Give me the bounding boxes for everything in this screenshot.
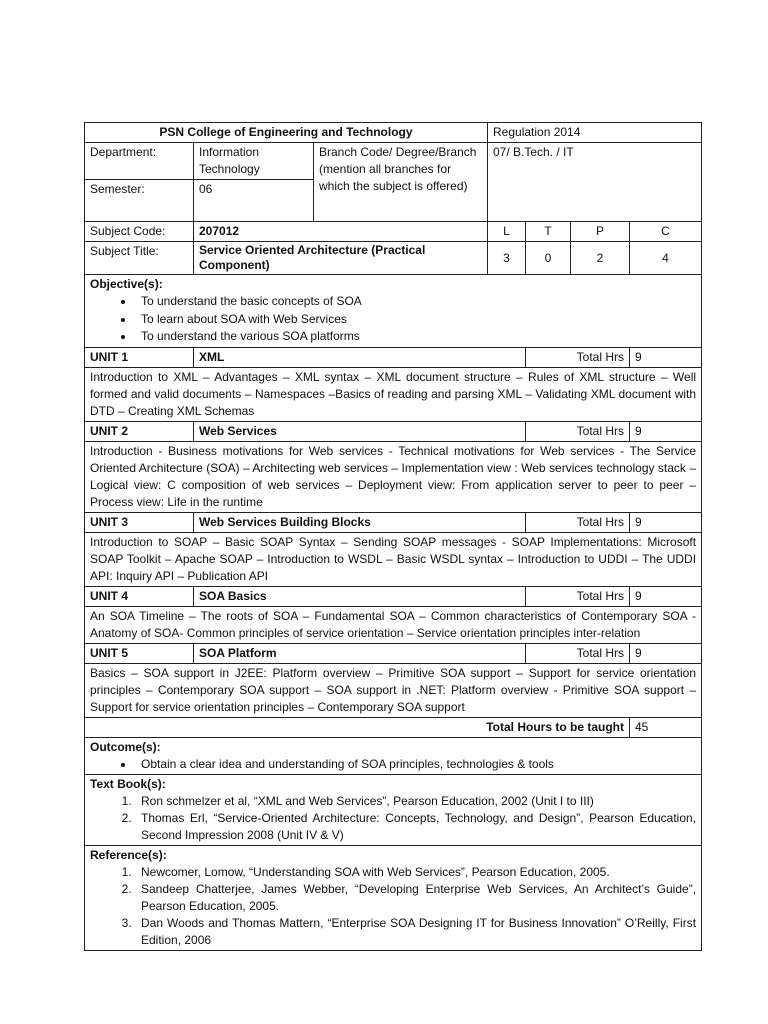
unit-3-total-hrs-label: Total Hrs: [526, 512, 630, 532]
unit-2-total-hrs-label: Total Hrs: [526, 421, 630, 441]
reference-item: 2. Sandeep Chatterjee, James Webber, “Developing Enterprise Web Services, An Architect’s Guide”, Pearson Education, 2005.: [135, 881, 696, 915]
total-hours-label: Total Hours to be taught: [85, 717, 630, 737]
objective-item: • To understand the basic concepts of SOA: [135, 293, 696, 311]
branch-code-note: (mention all branches for which the subject is offered): [319, 162, 468, 193]
outcomes-title: Outcome(s):: [90, 739, 161, 754]
unit-4-label: UNIT 4: [85, 586, 194, 606]
unit-3-content: Introduction to SOAP – Basic SOAP Syntax – Sending SOAP messages - SOAP Implementations: Microsoft SOAP Toolkit – Apache SOAP – Introduction to WSDL – Basic WSDL syntax – Introduction to UDDI – The UDDI API: Inquiry API – Publication API: [85, 532, 702, 586]
ltpc-value-l: 3: [488, 242, 526, 275]
unit-5-title: SOA Platform: [194, 643, 526, 663]
unit-4-content: An SOA Timeline – The roots of SOA – Fundamental SOA – Common characteristics of Contemporary SOA - Anatomy of SOA- Common principles of service orientation – Service orientation principles inter-relation: [85, 606, 702, 643]
department-value: Information Technology: [194, 143, 314, 180]
text-books-title: Text Book(s):: [90, 777, 166, 791]
unit-1-content: Introduction to XML – Advantages – XML syntax – XML document structure – Rules of XML structure – Well formed and valid documents – Namespaces –Basics of reading and parsing XML – Validating XML document with DTD – Creating XML Schemas: [85, 367, 702, 421]
unit-1-title: XML: [194, 347, 526, 367]
unit-5-hrs: 9: [630, 643, 702, 663]
unit-5-label: UNIT 5: [85, 643, 194, 663]
subject-code-value: 207012: [194, 222, 488, 242]
syllabus-table: [84, 122, 702, 951]
ltpc-header-c: C: [630, 222, 702, 242]
unit-4-hrs: 9: [630, 586, 702, 606]
unit-5-content: Basics – SOA support in J2EE: Platform overview – Primitive SOA support – Support for service orientation principles – Contemporary SOA support – SOA support in .NET: Platform overview - Primitive SOA support – Support for service orientation principles – Contemporary SOA support: [85, 663, 702, 717]
ltpc-header-l: L: [488, 222, 526, 242]
regulation: Regulation 2014: [488, 123, 702, 143]
objective-item: • To learn about SOA with Web Services: [135, 311, 696, 329]
objectives-section: [85, 275, 702, 348]
outcomes-section: [85, 737, 702, 775]
college-name: PSN College of Engineering and Technology: [85, 123, 488, 143]
total-hours-value: 45: [630, 717, 702, 737]
semester-label: Semester:: [85, 180, 194, 222]
references-title: Reference(s):: [90, 848, 167, 862]
objectives-title: Objective(s):: [90, 277, 163, 291]
unit-4-total-hrs-label: Total Hrs: [526, 586, 630, 606]
unit-3-hrs: 9: [630, 512, 702, 532]
branch-code-label: Branch Code/ Degree/Branch: [319, 145, 477, 159]
unit-1-label: UNIT 1: [85, 347, 194, 367]
unit-2-hrs: 9: [630, 421, 702, 441]
subject-code-label: Subject Code:: [85, 222, 194, 242]
unit-4-title: SOA Basics: [194, 586, 526, 606]
ltpc-header-t: T: [526, 222, 571, 242]
ltpc-value-c: 4: [630, 242, 702, 275]
department-label: Department:: [85, 143, 194, 180]
branch-value: 07/ B.Tech. / IT: [488, 143, 702, 222]
ltpc-header-p: P: [571, 222, 630, 242]
unit-1-total-hrs-label: Total Hrs: [526, 347, 630, 367]
text-book-item: 1. Ron schmelzer et al, “XML and Web Services”, Pearson Education, 2002 (Unit I to III): [135, 793, 696, 810]
unit-1-hrs: 9: [630, 347, 702, 367]
subject-title-value: Service Oriented Architecture (Practical Component): [194, 242, 488, 275]
unit-2-title: Web Services: [194, 421, 526, 441]
unit-3-label: UNIT 3: [85, 512, 194, 532]
references-section: [85, 846, 702, 951]
unit-2-label: UNIT 2: [85, 421, 194, 441]
unit-3-title: Web Services Building Blocks: [194, 512, 526, 532]
objective-item: • To understand the various SOA platforms: [135, 328, 696, 346]
reference-item: 3. Dan Woods and Thomas Mattern, “Enterprise SOA Designing IT for Business Innovation” O’Reilly, First Edition, 2006: [135, 915, 696, 949]
text-book-item: 2. Thomas Erl, “Service-Oriented Architecture: Concepts, Technology, and Design”, Pearson Education, Second Impression 2008 (Unit IV & V): [135, 810, 696, 844]
ltpc-value-t: 0: [526, 242, 571, 275]
ltpc-value-p: 2: [571, 242, 630, 275]
reference-item: 1. Newcomer, Lomow, “Understanding SOA with Web Services”, Pearson Education, 2005.: [135, 864, 696, 881]
subject-title-label: Subject Title:: [85, 242, 194, 275]
semester-value: 06: [194, 180, 314, 222]
outcome-item: • Obtain a clear idea and understanding of SOA principles, technologies & tools: [135, 756, 696, 774]
text-books-section: [85, 775, 702, 846]
unit-2-content: Introduction - Business motivations for Web services - Technical motivations for Web services - The Service Oriented Architecture (SOA) – Architecting web services – Implementation view : Web services technology stack – Logical view: C composition of web services – Deployment view: From application server to peer to peer – Process view: Life in the runtime: [85, 441, 702, 512]
branch-code-cell: [314, 143, 488, 222]
unit-5-total-hrs-label: Total Hrs: [526, 643, 630, 663]
